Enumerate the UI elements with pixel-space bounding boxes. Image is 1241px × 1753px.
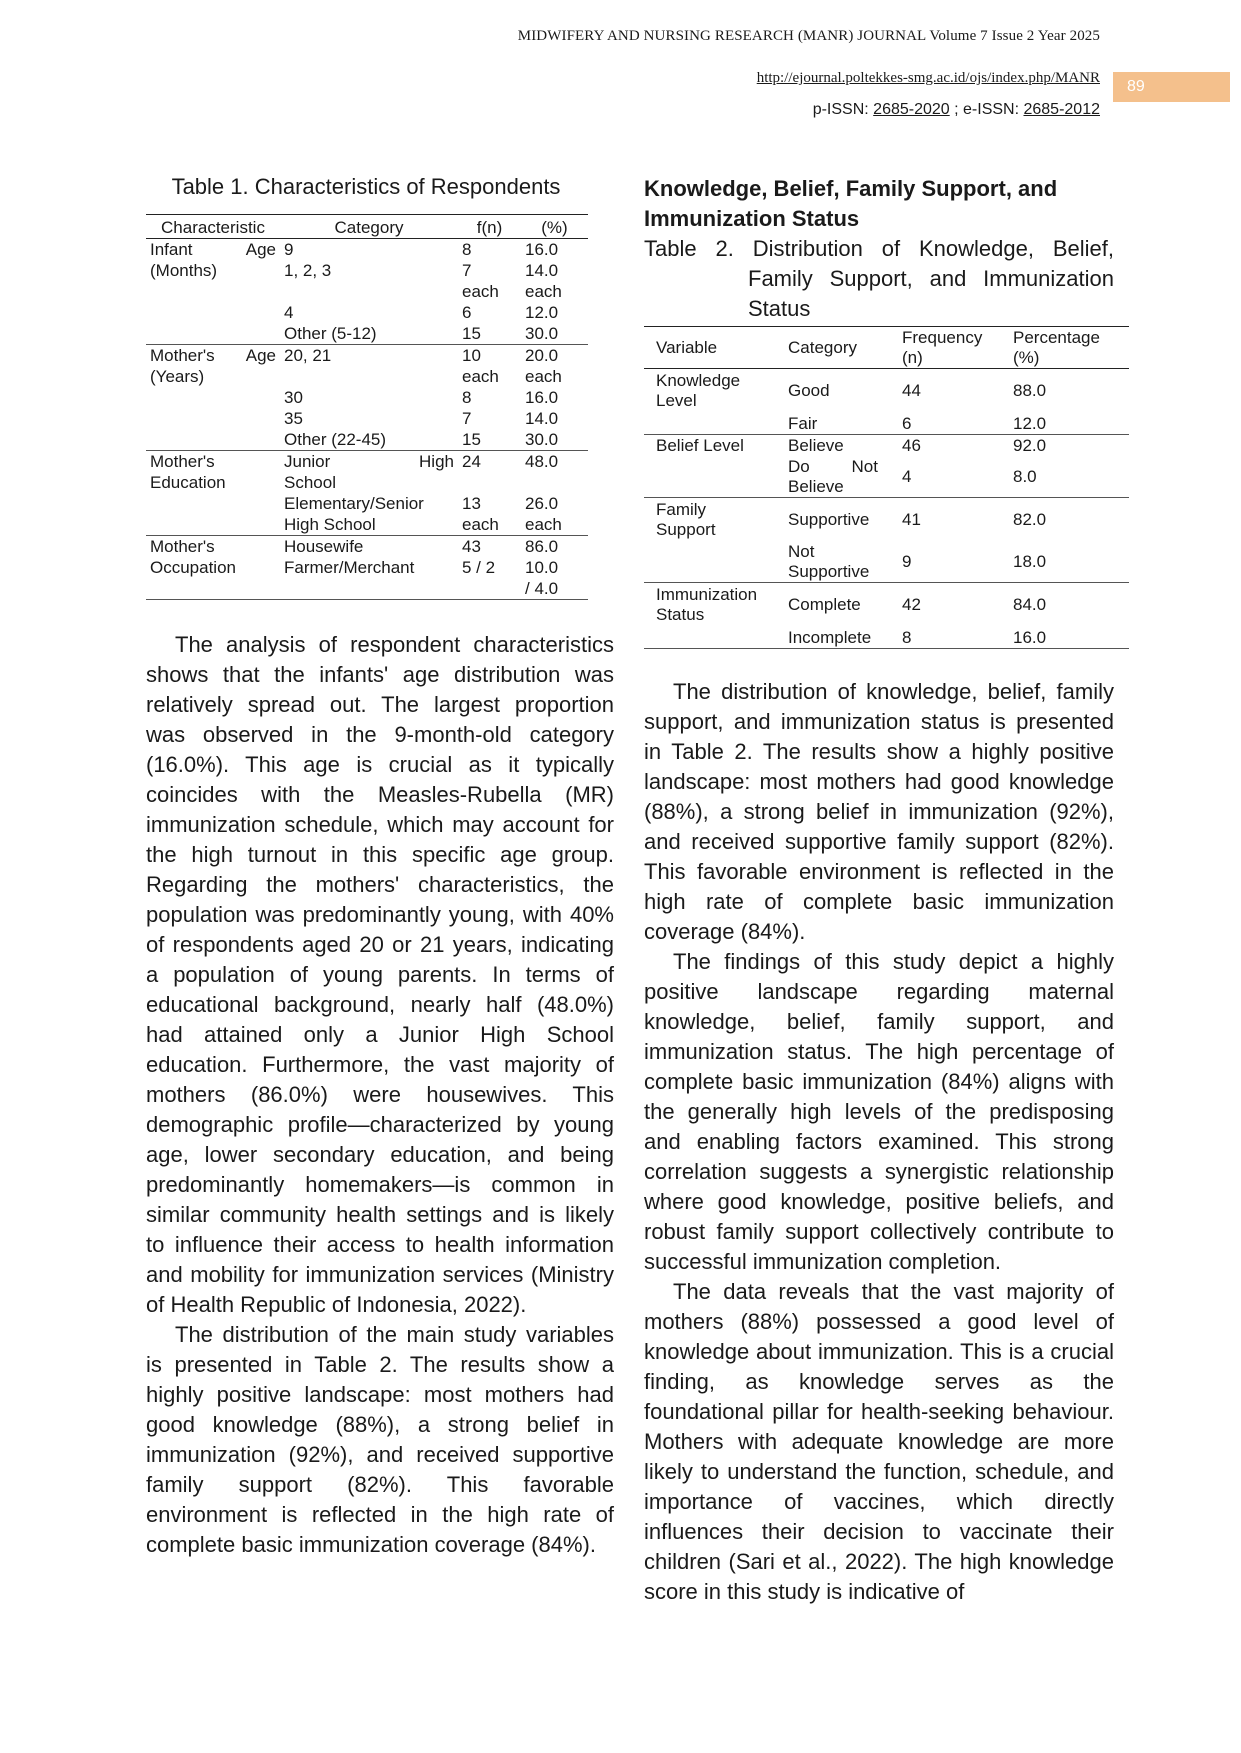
table1-header-row [146,215,588,239]
table-cell: Not Supportive [776,541,890,583]
table-cell: 92.0 [1013,435,1047,455]
table-row [146,493,588,514]
table2 [644,326,1129,649]
table-cell [146,493,280,514]
table-row [146,323,588,345]
table-cell: 10 [462,346,481,365]
table1-caption: Table 1. Characteristics of Respondents [171,174,561,199]
table-row [146,408,588,429]
table-cell [280,366,458,387]
table-cell: 8 [462,388,472,407]
table-cell: 8.0 [1001,456,1129,498]
table-cell [644,413,776,435]
table-row [644,497,1129,541]
table-cell [644,456,776,498]
table-cell: Immunization Status [656,585,758,625]
table-cell: High School [280,514,458,536]
table2-header-row [644,327,1129,369]
paragraph: The findings of this study depict a highly positive landscape regarding maternal knowledge, belief, family support, and immunization status. The high percentage of complete basic immunization (84%) aligns with the generally high levels of the predisposing and enabling factors examined. This strong correlation suggests a synergistic relationship where good knowledge, positive beliefs, and robust family support collectively contribute to successful immunization completion. [644,949,1114,1274]
table-cell: Farmer/Merchant [284,558,415,577]
table-cell: 8 [462,240,472,259]
table-cell: each [462,367,499,386]
table-row [146,429,588,451]
table-cell: Occupation [150,558,236,577]
table-cell: 15 [458,323,521,345]
table1-header-cell: (%) [521,215,588,239]
table-cell: 12.0 [525,303,559,322]
table-row [644,434,1129,456]
table-row [644,413,1129,435]
table-cell [280,281,458,302]
paragraph: The analysis of respondent characteristics shows that the infants' age distribution was relatively spread out. The largest proportion was observed in the 9-month-old category (16.0%). This age is crucial as it typically coincides with the Measles-Rubella (MR) immunization schedule, which may account for the high turnout in this specific age group. Regarding the mothers' characteristics, the population was predominantly young, with 40% of respondents aged 20 or 21 years, indicating a population of young parents. In terms of educational background, nearly half (48.0%) had attained only a Junior High School education. Furthermore, the vast majority of mothers (86.0%) were housewives. This demographic profile—characterized by young age, lower secondary education, and being predominantly homemakers—is common in similar community health settings and is likely to influence their access to health information and mobility for immunization services (Ministry of Health Republic of Indonesia, 2022). [146,632,614,1317]
table-cell: 26.0 [525,494,559,513]
table1-header-cell: Characteristic [146,215,280,239]
table-cell [146,514,280,536]
right-column-text [644,677,1114,1607]
table-cell: each [521,514,588,536]
table-cell: 44 [902,381,921,401]
table-cell: Believe [788,435,844,455]
table-row [644,456,1129,498]
issn-p-label: p-ISSN: [812,101,874,118]
table-cell: Elementary/Senior [284,494,424,513]
table-row [644,541,1129,583]
table-row [146,536,588,558]
table-row [146,472,588,493]
table-cell: 1, 2, 3 [284,261,332,280]
table-cell: 7 [462,409,472,428]
table-cell: 20.0 [525,346,559,365]
table-cell: 14.0 [525,409,559,428]
table-cell: / 4.0 [521,578,588,600]
page-number-badge: 89 [1113,72,1230,102]
table-cell: Do Not Believe [776,456,890,498]
table-cell: 46 [902,435,921,455]
table-row [146,345,588,367]
table-cell [146,323,280,345]
table1-header-cell: Category [280,215,458,239]
table-cell: School [284,473,336,492]
table-cell: 12.0 [1001,413,1129,435]
table-row [146,557,588,578]
table-row [146,281,588,302]
table-row [644,583,1129,627]
table-cell: Family Support [656,499,716,539]
table1 [146,214,588,600]
table-row [146,387,588,408]
table-cell: 42 [902,595,921,615]
table-cell: Education [150,473,226,492]
table-cell [644,541,776,583]
table-cell: each [525,367,562,386]
table-cell: 16.0 [525,240,559,259]
table-cell: 30.0 [521,429,588,451]
table-row [146,239,588,261]
table-cell: Mother's [150,452,215,471]
table-cell: (Years) [150,367,205,386]
table-cell: 9 [890,541,1001,583]
left-column-text [146,630,614,1560]
table-cell: 9 [284,240,294,259]
table-cell: Good [788,381,830,401]
paragraph: The distribution of knowledge, belief, family support, and immunization status is presented in Table 2. The results show a highly positive landscape: most mothers had good knowledge (88%), a strong belief in immunization (92%), and received supportive family support (82%). This favorable environment is reflected in the high rate of complete basic immunization coverage (84%). [644,679,1114,944]
table-cell: 84.0 [1013,595,1047,615]
table-cell: each [458,514,521,536]
table-cell: Other (5-12) [280,323,458,345]
table-row [146,302,588,323]
table-row [146,260,588,281]
table-cell [644,627,776,649]
table-cell: 10.0 [525,558,559,577]
table-cell: Mother's Age [150,346,276,365]
table-cell: 48.0 [525,452,559,471]
table-cell: 14.0 [525,261,559,280]
table-cell [280,578,458,600]
table-cell: Mother's [150,537,215,556]
table-cell: 24 [462,452,481,471]
paragraph: The data reveals that the vast majority of mothers (88%) possessed a good level of knowledge about immunization. This is a crucial finding, as knowledge serves as the foundational pillar for health-seeking behaviour. Mothers with adequate knowledge are more likely to understand the function, schedule, and importance of vaccines, which directly influences their decision to vaccinate their children (Sari et al., 2022). The high knowledge score in this study is indicative of [644,1279,1114,1604]
table-row [644,627,1129,649]
table-cell: 30.0 [521,323,588,345]
table-cell [146,578,280,600]
table-row [644,369,1129,413]
table2-header-cell: Category [776,327,890,369]
table-cell: 7 [462,261,472,280]
issn-line [0,101,1100,119]
issn-separator: ; e-ISSN: [949,101,1024,118]
table-cell: 16.0 [1001,627,1129,649]
table-cell: Complete [788,595,861,615]
table-cell: Belief Level [656,435,744,455]
issn-p-link[interactable]: 2685-2020 [873,101,950,118]
table-cell [521,472,588,493]
table-cell: 4 [284,303,294,322]
table-row [146,366,588,387]
table-cell [146,429,280,451]
table-row [146,514,588,536]
table-row [146,578,588,600]
table-cell: Fair [776,413,890,435]
table-cell: 35 [284,409,303,428]
table-cell: 8 [890,627,1001,649]
table-cell: Incomplete [776,627,890,649]
table-cell: 6 [890,413,1001,435]
table-cell: Other (22-45) [280,429,458,451]
table-cell: 16.0 [525,388,559,407]
table-cell: 13 [462,494,481,513]
journal-header: MIDWIFERY AND NURSING RESEARCH (MANR) JOURNAL Volume 7 Issue 2 Year 2025 [517,28,1100,44]
table-cell [458,578,521,600]
table-cell: each [525,282,562,301]
section-heading: Knowledge, Belief, Family Support, and Immunization Status [644,176,1058,231]
table-cell [458,472,521,493]
table2-header-cell: Variable [644,327,776,369]
table-cell: 5 / 2 [462,558,496,577]
table-cell: Infant Age [150,240,276,259]
table-cell: Junior High [284,452,454,471]
table2-header-cell: Percentage (%) [1001,327,1129,369]
table-cell: 86.0 [525,537,559,556]
issn-e-link[interactable]: 2685-2012 [1023,101,1100,118]
table-cell [146,302,280,323]
table-cell: (Months) [150,261,218,280]
table-cell: Supportive [788,509,870,529]
paragraph: The distribution of the main study variables is presented in Table 2. The results show a highly positive landscape: most mothers had good knowledge (88%), a strong belief in immunization (92%), and received supportive family support (82%). This favorable environment is reflected in the high rate of complete basic immunization coverage (84%). [146,1322,614,1557]
table2-caption [644,234,1114,324]
table-cell: 82.0 [1013,509,1047,529]
table-cell: 30 [284,388,303,407]
table-cell: each [462,282,499,301]
table-cell: 6 [462,303,472,322]
table2-header-cell: Frequency (n) [890,327,1001,369]
table-cell: 41 [902,509,921,529]
table-cell: 15 [458,429,521,451]
table-cell: 20, 21 [284,346,332,365]
table-cell [146,281,280,302]
table-row [146,451,588,473]
table-cell: Knowledge Level [656,371,741,411]
table2-caption-text: Table 2. Distribution of Knowledge, Belief, Family Support, and Immunization Status [644,236,1114,321]
table-cell: 88.0 [1013,381,1047,401]
table-cell: 4 [890,456,1001,498]
table-cell [146,408,280,429]
table-cell: 43 [462,537,481,556]
table-cell: Housewife [284,537,364,556]
table-cell: 18.0 [1001,541,1129,583]
table1-header-cell: f(n) [458,215,521,239]
journal-url-link[interactable]: http://ejournal.poltekkes-smg.ac.id/ojs/index.php/MANR [756,70,1100,86]
table-cell [146,387,280,408]
